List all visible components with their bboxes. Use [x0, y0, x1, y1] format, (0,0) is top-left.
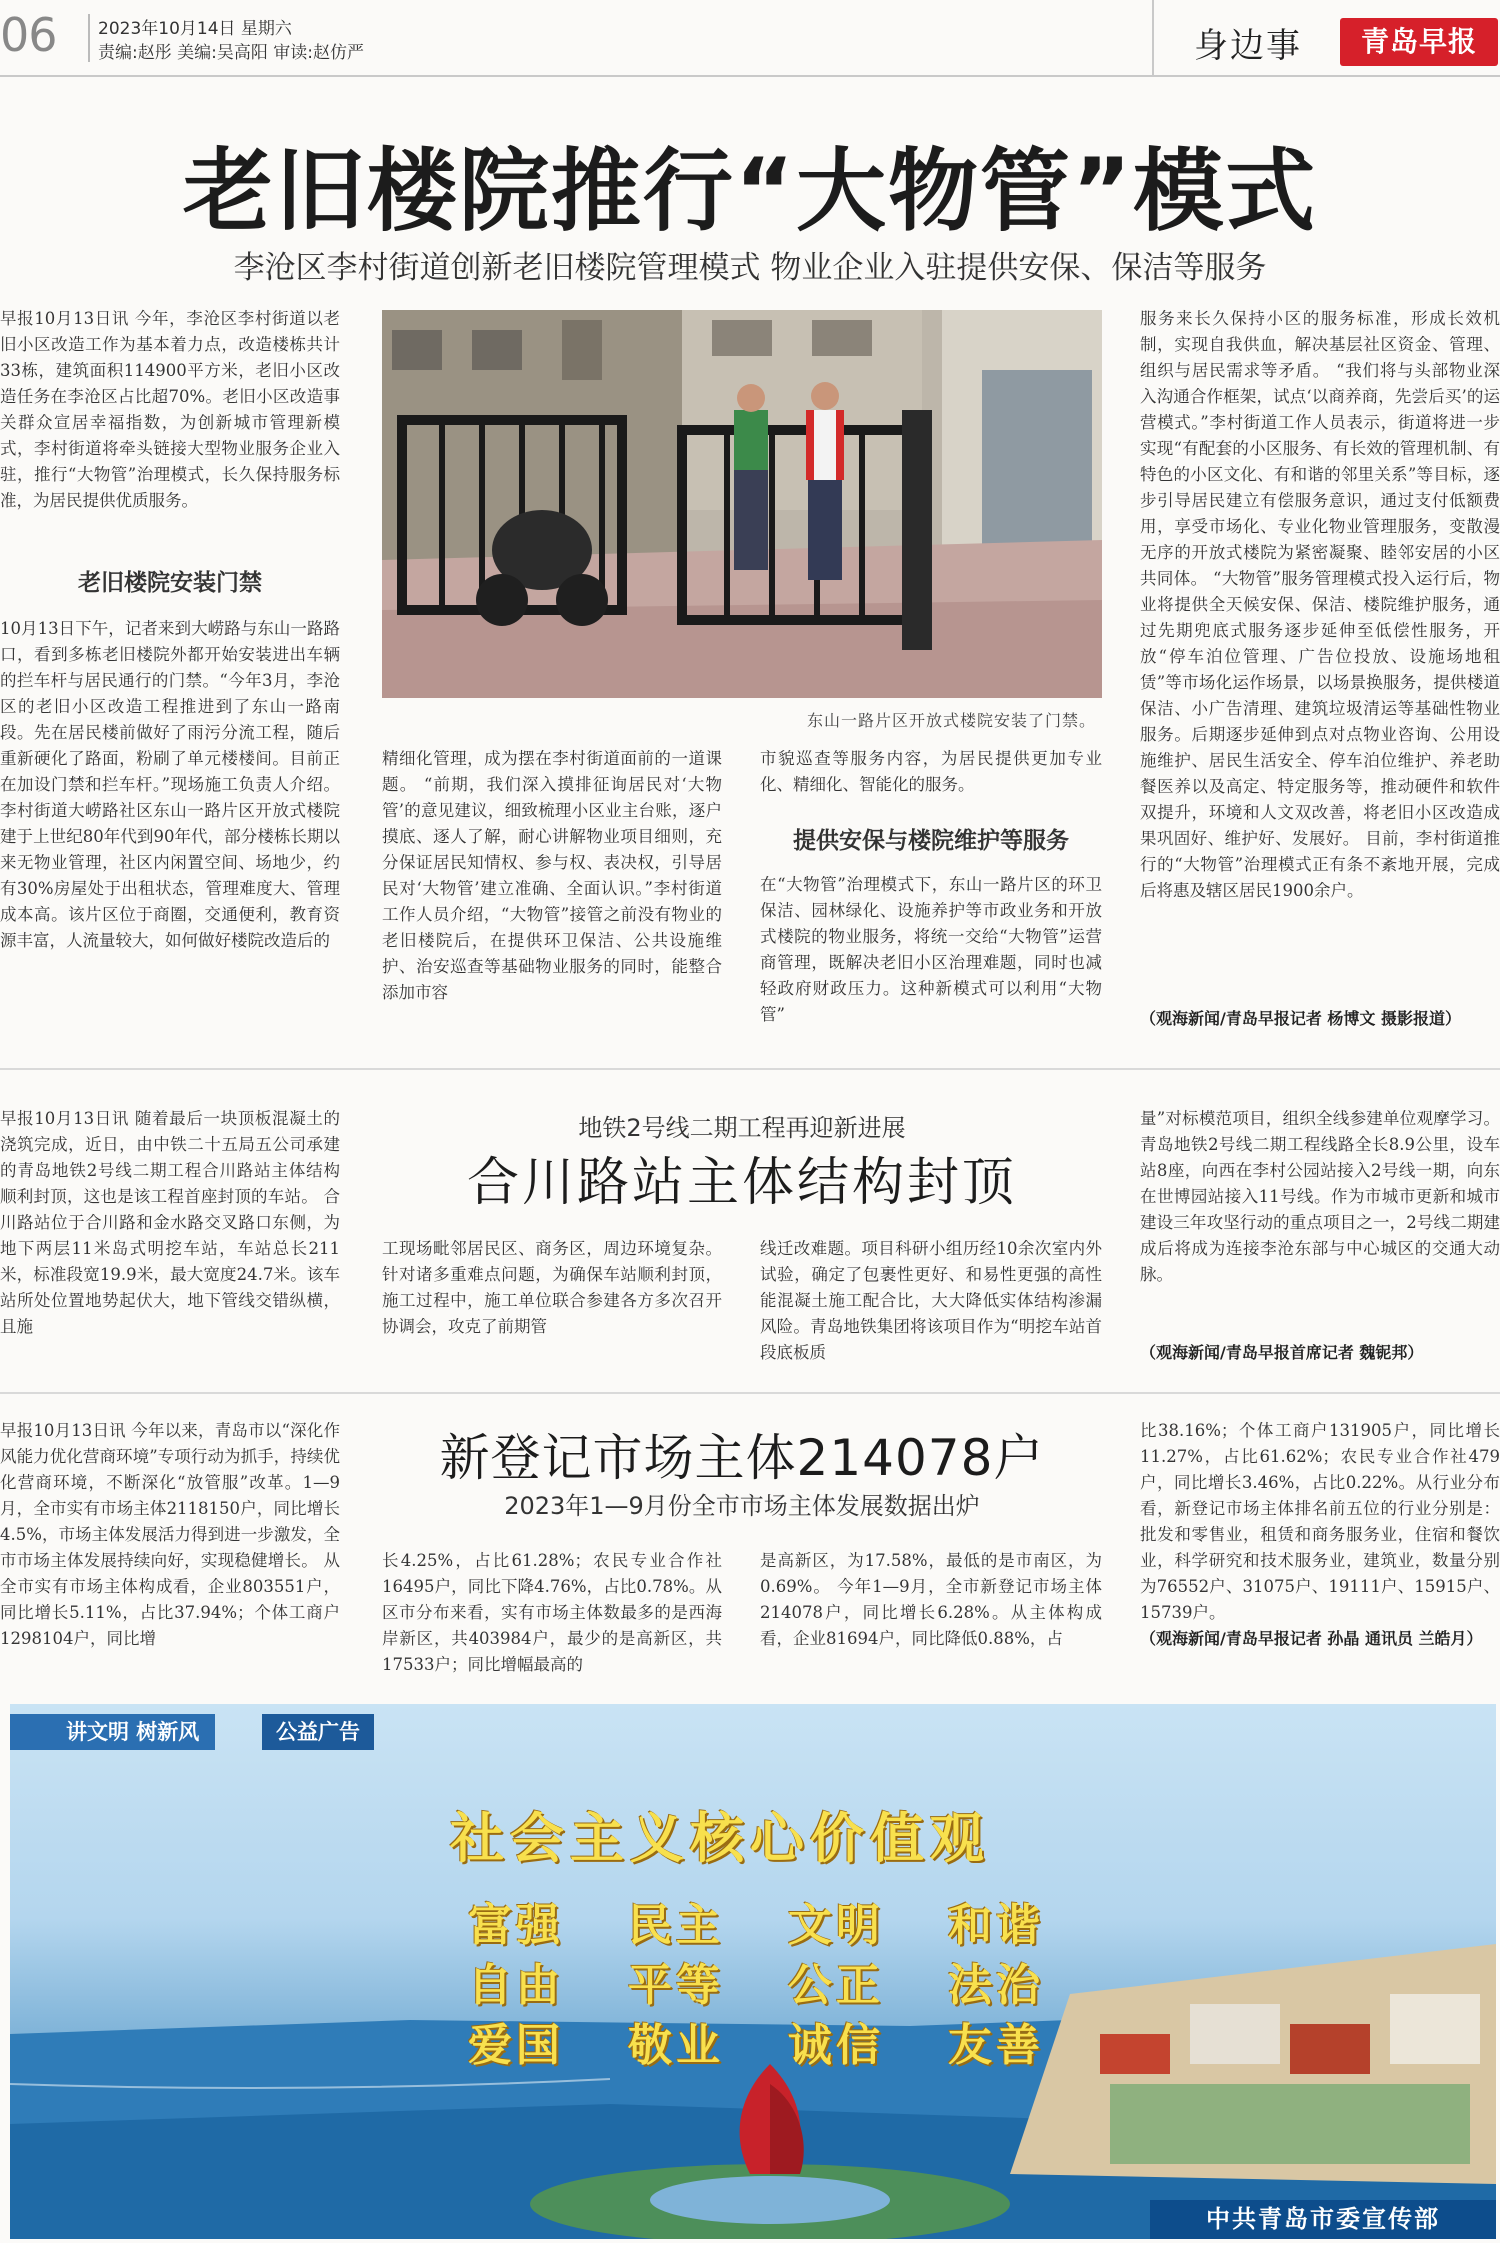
article3-col2: 长4.25%，占比61.28%；农民专业合作社16495户，同比下降4.76%，占比0.78%。从区市分布来看，实有市场主体数最多的是西海岸新区，共403984户，最少的是高新区，共17533户；同比增幅最高的: [382, 1551, 722, 1674]
article2-kicker: 地铁2号线二期工程再迎新进展: [578, 1114, 906, 1142]
ad-sponsor: 中共青岛市委宣传部: [1150, 2200, 1496, 2239]
article1-title: 老旧楼院推行“大物管”模式: [182, 139, 1318, 244]
article1-subtitle: 李沧区李村街道创新老旧楼院管理模式 物业企业入驻提供安保、保洁等服务: [233, 250, 1267, 286]
ad-tag-slogan: 讲文明 树新风: [10, 1714, 215, 1750]
article3-col1: 早报10月13日讯 今年以来，青岛市以“深化作风能力优化营商环境”专项行动为抓手，持续优化营商环境，不断深化“放管服”改革。1—9月，全市实有市场主体2118150户，同比增长4.5%，市场主体发展活力得到进一步激发，全市市场主体发展持续向好，实现稳健增长。 从全市实有市场主体构成看，企业803551户，同比增长5.11%，占比37.94%；个体工商户1298104户，同比增: [0, 1421, 340, 1648]
article3-title: 新登记市场主体214078户: [439, 1429, 1045, 1487]
article2-byline: （观海新闻/青岛早报首席记者 魏铌邦）: [1140, 1343, 1424, 1362]
newspaper-logo: 青岛早报: [1340, 18, 1498, 66]
value-word: 诚信: [788, 2020, 884, 2071]
section-rule-1: [0, 1068, 1500, 1070]
ad-title: 社会主义核心价值观: [450, 1807, 990, 1870]
header-rule: [0, 75, 1500, 77]
article1-col2: 精细化管理，成为摆在李村街道面前的一道课题。 “前期，我们深入摸排征询居民对‘大物管’的意见建议，细致梳理小区业主台账，逐户摸底、逐人了解，耐心讲解物业项目细则，充分保证居民知情权、参与权、表决权，引导居民对‘大物管’建立准确、全面认识。”李村街道工作人员介绍，“大物管”接管之前没有物业的老旧楼院后，在提供环卫保洁、公共设施维护、治安巡查等基础物业服务的同时，能整合添加市容: [382, 749, 722, 1002]
header-divider: [88, 14, 90, 62]
article2-col3: 线迁改难题。项目科研小组历经10余次室内外试验，确定了包裹性更好、和易性更强的高性能混凝土施工配合比，大大降低实体结构渗漏风险。青岛地铁集团将该项目作为“明挖车站首段底板质: [760, 1239, 1102, 1362]
article1-col3b: 在“大物管”治理模式下，东山一路片区的环卫保洁、园林绿化、设施养护等市政业务和开放式楼院的物业服务，将统一交给“大物管”运营商管理，既解决老旧小区治理难题，同时也减轻政府财政压力。这种新模式可以利用“大物管”: [760, 875, 1102, 1024]
article3-col4: 比38.16%；个体工商户131905户，同比增长11.27%，占比61.62%；农民专业合作社479户，同比增长3.46%，占比0.22%。从行业分布看，新登记市场主体排名前五位的行业分别是：批发和零售业，租赁和商务服务业，住宿和餐饮业，科学研究和技术服务业，建筑业，数量分别为76552户、31075户、19111户、15915户、15739户。: [1140, 1421, 1500, 1622]
editor-credits: 责编:赵彤 美编:吴高阳 审读:赵仿严: [98, 43, 364, 63]
value-word: 民主: [628, 1900, 724, 1951]
value-word: 法治: [948, 1960, 1044, 2011]
article1-col3a: 市貌巡查等服务内容，为居民提供更加专业化、精细化、智能化的服务。: [760, 749, 1102, 794]
ad-tag-type: 公益广告: [262, 1714, 374, 1750]
article1-photo-caption: 东山一路片区开放式楼院安装了门禁。: [806, 711, 1096, 730]
value-word: 爱国: [468, 2020, 564, 2071]
public-service-ad: [10, 1704, 1496, 2239]
article1-lead: 早报10月13日讯 今年，李沧区李村街道以老旧小区改造工作为基本着力点，改造楼栋共计33栋，建筑面积114900平方米，老旧小区改造任务在李沧区占比超70%。老旧小区改造事关群众宣居幸福指数，为创新城市管理新模式，李村街道将牵头链接大型物业服务企业入驻，推行“大物管”治理模式，长久保持服务标准，为居民提供优质服务。: [0, 309, 340, 510]
gate-photo-illustration: [382, 310, 1102, 698]
article2-title: 合川路站主体结构封顶: [466, 1153, 1017, 1213]
value-word: 富强: [468, 1900, 564, 1951]
value-word: 公正: [788, 1960, 884, 2011]
article1-byline: （观海新闻/青岛早报记者 杨博文 摄影报道）: [1140, 1009, 1461, 1028]
article1-col1: 10月13日下午，记者来到大崂路与东山一路路口，看到多栋老旧楼院外都开始安装进出车辆的拦车杆与居民通行的门禁。“今年3月，李沧区的老旧小区改造工程推进到了东山一路南段。先在居民楼前做好了雨污分流工程，随后重新硬化了路面，粉刷了单元楼楼间。目前正在加设门禁和拦车杆。”现场施工负责人介绍。 李村街道大崂路社区东山一路片区开放式楼院建于上世纪80年代到90年代，部分楼栋长期以来无物业管理，社区内闲置空间、场地少，约有30%房屋处于出租状态，管理难度大、管理成本高。该片区位于商圈，交通便利，教育资源丰富，人流量较大，如何做好楼院改造后的: [0, 619, 340, 950]
value-word: 平等: [628, 1960, 724, 2011]
page-number: 06: [0, 8, 57, 62]
issue-date: 2023年10月14日 星期六: [98, 19, 292, 39]
article3-col3: 是高新区，为17.58%，最低的是市南区，为0.69%。 今年1—9月，全市新登记市场主体214078户，同比增长6.28%。从主体构成看，企业81694户，同比降低0.88%，占: [760, 1551, 1102, 1648]
article2-col1: 早报10月13日讯 随着最后一块顶板混凝土的浇筑完成，近日，由中铁二十五局五公司承建的青岛地铁2号线二期工程合川路站主体结构顺利封顶，这也是该工程首座封顶的车站。 合川路站位于合川路和金水路交叉路口东侧，为地下两层11米岛式明挖车站，车站总长211米，标准段宽19.9米，最大宽度24.7米。该车站所处位置地势起伏大，地下管线交错纵横，且施: [0, 1109, 340, 1336]
article2-col2: 工现场毗邻居民区、商务区，周边环境复杂。 针对诸多重难点问题，为确保车站顺利封顶，施工过程中，施工单位联合参建各方多次召开协调会，攻克了前期管: [382, 1239, 722, 1336]
article2-col4: 量”对标模范项目，组织全线参建单位观摩学习。 青岛地铁2号线二期工程线路全长8.9公里，设车站8座，向西在李村公园站接入2号线一期，向东在世博园站接入11号线。作为市城市更新和城市建设三年攻坚行动的重点项目之一，2号线二期建成后将成为连接李沧东部与中心城区的交通大动脉。: [1140, 1109, 1500, 1284]
article1-photo: [382, 310, 1102, 698]
article1-subhead1: 老旧楼院安装门禁: [78, 570, 262, 596]
value-word: 敬业: [628, 2020, 724, 2071]
section-name: 身边事: [1194, 26, 1302, 66]
section-rule-2: [0, 1392, 1500, 1394]
value-word: 文明: [788, 1900, 884, 1951]
coastline-illustration: [10, 1704, 1496, 2239]
value-word: 和谐: [948, 1900, 1044, 1951]
article1-col4: 服务来长久保持小区的服务标准，形成长效机制，实现自我供血，解决基层社区资金、管理、组织与居民需求等矛盾。 “我们将与头部物业深入沟通合作框架，试点‘以商养商，先尝后买’的运营模式。”李村街道工作人员表示，街道将进一步实现“有配套的小区服务、有长效的管理机制、有特色的小区文化、有和谐的邻里关系”等目标，逐步引导居民建立有偿服务意识，通过支付低额费用，享受市场化、专业化物业管理服务，变散漫无序的开放式楼院为紧密凝聚、睦邻安居的小区共同体。 “大物管”服务管理模式投入运行后，物业将提供全天候安保、保洁、楼院维护服务，通过先期兜底式服务逐步延伸至低偿性服务，开放“停车泊位管理、广告位投放、设施场地租赁”等市场化运作场景，以场景换服务，提供楼道保洁、小广告清理、建筑垃圾清运等基础性物业服务。后期逐步延伸到点对点物业咨询、公用设施维护、居民生活安全、停车泊位维护、养老助餐医养以及高定、特定服务等，推动硬件和软件双提升，环境和人文双改善，将老旧小区改造成果巩固好、维护好、发展好。 目前，李村街道推行的“大物管”治理模式正有条不紊地开展，完成后将惠及辖区居民1900余户。: [1140, 309, 1500, 900]
article3-subtitle: 2023年1—9月份全市市场主体发展数据出炉: [504, 1492, 980, 1520]
value-word: 自由: [468, 1960, 564, 2011]
article3-byline: （观海新闻/青岛早报记者 孙晶 通讯员 兰皓月）: [1140, 1629, 1483, 1648]
value-word: 友善: [948, 2020, 1044, 2071]
article1-subhead2: 提供安保与楼院维护等服务: [793, 828, 1069, 854]
